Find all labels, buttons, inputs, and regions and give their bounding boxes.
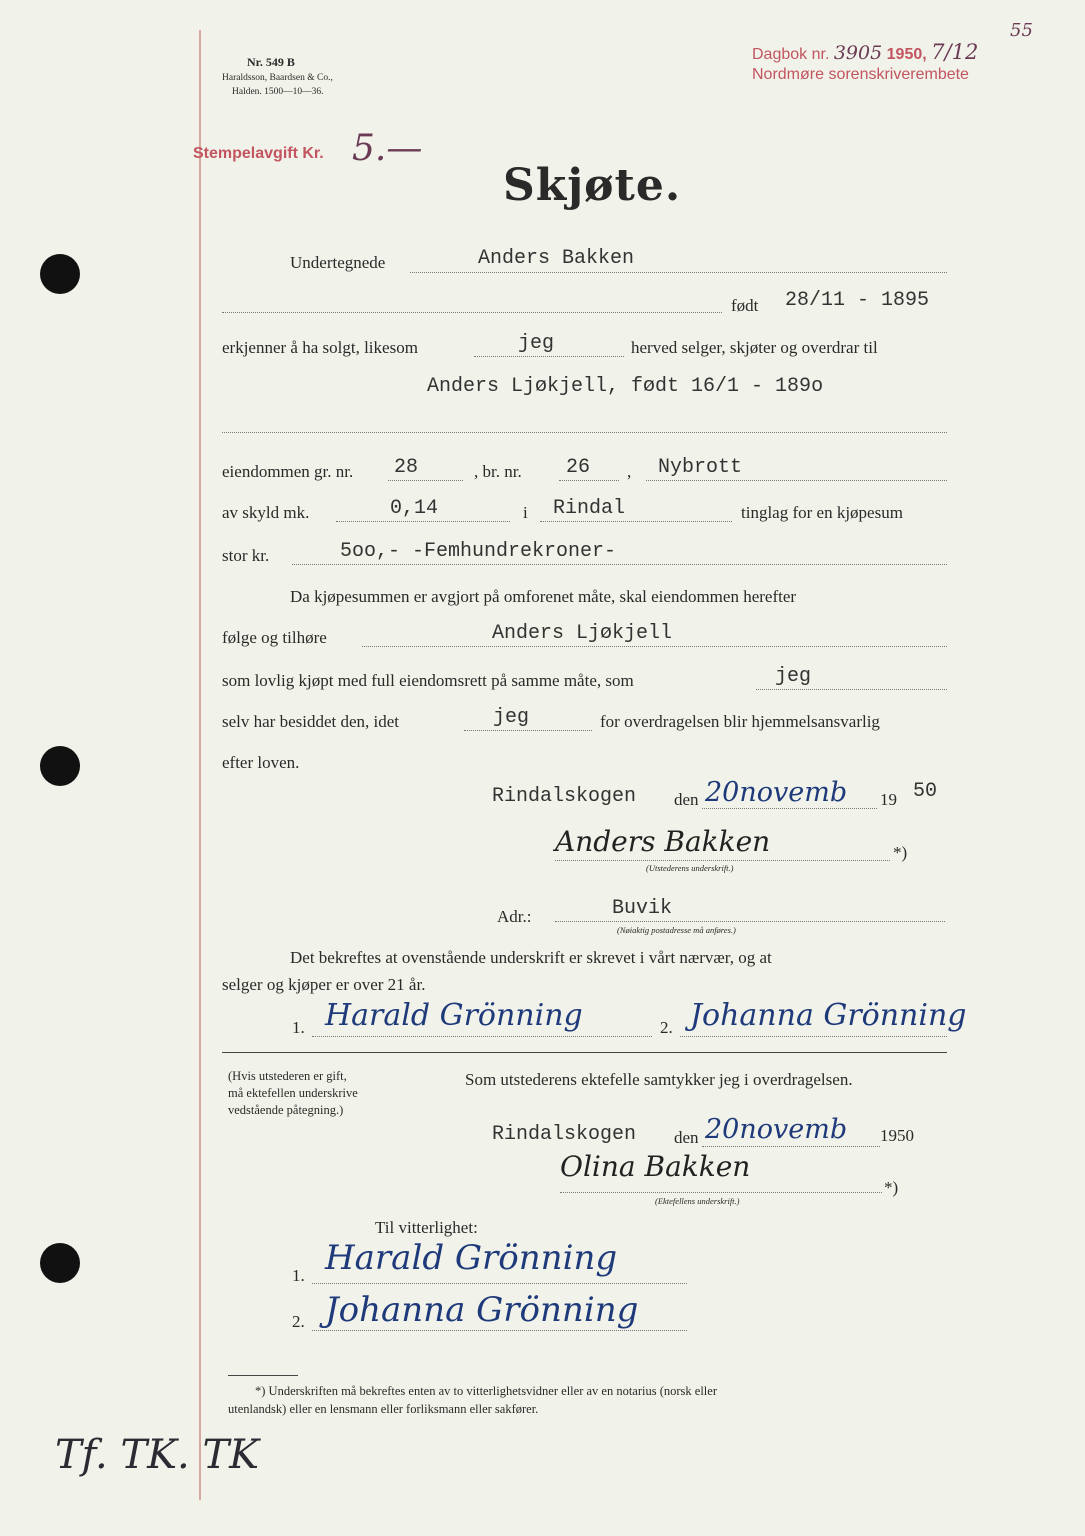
footnote-rule (228, 1375, 298, 1376)
signing-date: 20novemb (705, 777, 848, 808)
fill-line (555, 921, 945, 922)
fill-line (222, 312, 722, 313)
fodt-label: født (731, 296, 759, 315)
form-number: Nr. 549 B (247, 55, 295, 69)
stamp-office: Nordmøre sorenskriverembete (752, 66, 969, 83)
fill-line (388, 480, 463, 481)
skyld-value: 0,14 (390, 497, 439, 520)
punch-hole (40, 254, 80, 294)
fill-line (292, 564, 947, 565)
fill-line (312, 1036, 652, 1037)
buyer-line: Anders Ljøkjell, født 16/1 - 189o (427, 375, 824, 398)
signature-star: *) (893, 843, 908, 862)
fill-line (702, 808, 877, 809)
undertegnede-label: Undertegnede (290, 253, 386, 272)
journal-stamp (752, 40, 978, 64)
document-title: Skjøte. (503, 160, 682, 211)
spouse-year: 1950 (880, 1126, 914, 1145)
den-label: den (674, 790, 699, 809)
fee-label: Stempelavgift Kr. (193, 145, 324, 162)
efter-text: efter loven. (222, 753, 300, 772)
witness-signature: Harald Grönning (325, 1238, 618, 1278)
printer-line: Haraldsson, Baardsen & Co., (222, 73, 333, 83)
punch-hole (40, 1243, 80, 1283)
witness-number: 2. (292, 1312, 305, 1331)
signing-place: Rindalskogen (492, 1123, 637, 1146)
address: Buvik (612, 897, 673, 920)
fill-line (464, 730, 592, 731)
spouse-note-line: må ektefellen underskrive (228, 1086, 358, 1100)
margin-note: Tf. TK. TK (55, 1432, 260, 1478)
gr-nr: 28 (394, 456, 419, 479)
fill-line (756, 689, 947, 690)
footnote: utenlandsk) eller en lensmann eller forliksmann eller sakfører. (228, 1402, 539, 1416)
seller-signature: Anders Bakken (555, 825, 771, 858)
vitterlighet-label: Til vitterlighet: (375, 1218, 478, 1237)
section-divider (222, 1052, 947, 1053)
fill-line (646, 480, 947, 481)
spouse-signing-date: 20novemb (705, 1114, 848, 1145)
place-name: Rindal (553, 497, 626, 520)
purchase-amount: 5oo,- -Femhundrekroner- (340, 540, 617, 563)
signature-star: *) (884, 1178, 899, 1197)
stor-label: stor kr. (222, 546, 270, 565)
signing-place: Rindalskogen (492, 785, 637, 808)
fill-line (474, 356, 624, 357)
witness-signature: Johanna Grönning (325, 1290, 639, 1330)
witness-number: 1. (292, 1018, 305, 1037)
fill-line (560, 1192, 882, 1193)
punch-hole (40, 746, 80, 786)
selv-text: selv har besiddet den, idet (222, 712, 400, 731)
footnote: *) Underskriften må bekreftes enten av to vitterlighetsvidner eller av en notarius (norsk eller (255, 1384, 717, 1398)
year-prefix: 19 (880, 790, 897, 809)
stamp-label: Dagbok nr. (752, 46, 830, 63)
spouse-note-line: vedstående påtegning.) (228, 1103, 344, 1117)
lovlig-text: som lovlig kjøpt med full eiendomsrett på samme måte, som (222, 671, 634, 690)
tinglag-label: tinglag for en kjøpesum (741, 503, 903, 522)
fill-line (680, 1036, 947, 1037)
adr-label: Adr.: (497, 907, 532, 926)
br-nr: 26 (566, 456, 591, 479)
witness-signature: Harald Grönning (325, 998, 583, 1033)
skyld-label: av skyld mk. (222, 503, 310, 522)
address-caption: (Nøiaktig postadresse må anføres.) (617, 925, 736, 935)
fill-line (362, 646, 947, 647)
fill-line (540, 521, 732, 522)
printer-line: Halden. 1500—10—36. (232, 87, 324, 97)
stamp-number: 3905 (833, 42, 883, 64)
da-text: Da kjøpesummen er avgjort på omforenet måte, skal eiendommen herefter (290, 587, 797, 606)
spouse-note (228, 1068, 358, 1119)
for-text: for overdragelsen blir hjemmelsansvarlig (600, 712, 880, 731)
stamp-extra: 55 (1010, 20, 1033, 41)
witness-number: 2. (660, 1018, 673, 1037)
pronoun: jeg (493, 706, 530, 729)
fee-amount: 5.— (352, 128, 423, 169)
fill-line (336, 521, 510, 522)
stamp-date: 7/12 (931, 40, 979, 64)
spouse-consent: Som utstederens ektefelle samtykker jeg i overdragelsen. (465, 1070, 853, 1089)
signature-caption: (Utstederens underskrift.) (646, 863, 734, 873)
br-nr-label: , br. nr. (474, 462, 522, 481)
witness-signature: Johanna Grönning (690, 998, 967, 1033)
fill-line (312, 1330, 687, 1331)
spouse-caption: (Ektefellens underskrift.) (655, 1196, 740, 1206)
stamp-year: 1950, (886, 46, 927, 63)
erkjenner-text: erkjenner å ha solgt, likesom (222, 338, 418, 357)
eiendommen-label: eiendommen gr. nr. (222, 462, 354, 481)
pronoun: jeg (775, 665, 812, 688)
witness-number: 1. (292, 1266, 305, 1285)
spouse-note-line: (Hvis utstederen er gift, (228, 1069, 347, 1083)
pronoun: jeg (518, 332, 555, 355)
fill-line (559, 480, 619, 481)
comma: , (627, 462, 632, 481)
spouse-signature: Olina Bakken (560, 1150, 751, 1183)
fill-line (312, 1283, 687, 1284)
buyer-name: Anders Ljøkjell (492, 622, 673, 645)
seller-birth: 28/11 - 1895 (785, 289, 930, 312)
herved-text: herved selger, skjøter og overdrar til (631, 338, 878, 357)
den-label: den (674, 1128, 699, 1147)
fill-line (222, 432, 947, 433)
witness-statement: Det bekreftes at ovenstående underskrift er skrevet i vårt nærvær, og at (290, 948, 772, 967)
folge-label: følge og tilhøre (222, 628, 327, 647)
year-suffix: 50 (913, 780, 938, 803)
witness-statement: selger og kjøper er over 21 år. (222, 975, 426, 994)
fill-line (555, 860, 890, 861)
margin-line (199, 30, 201, 1500)
seller-name: Anders Bakken (478, 247, 635, 270)
i-label: i (523, 503, 528, 522)
fill-line (702, 1146, 880, 1147)
fill-line (410, 272, 947, 273)
property-name: Nybrott (658, 456, 743, 479)
